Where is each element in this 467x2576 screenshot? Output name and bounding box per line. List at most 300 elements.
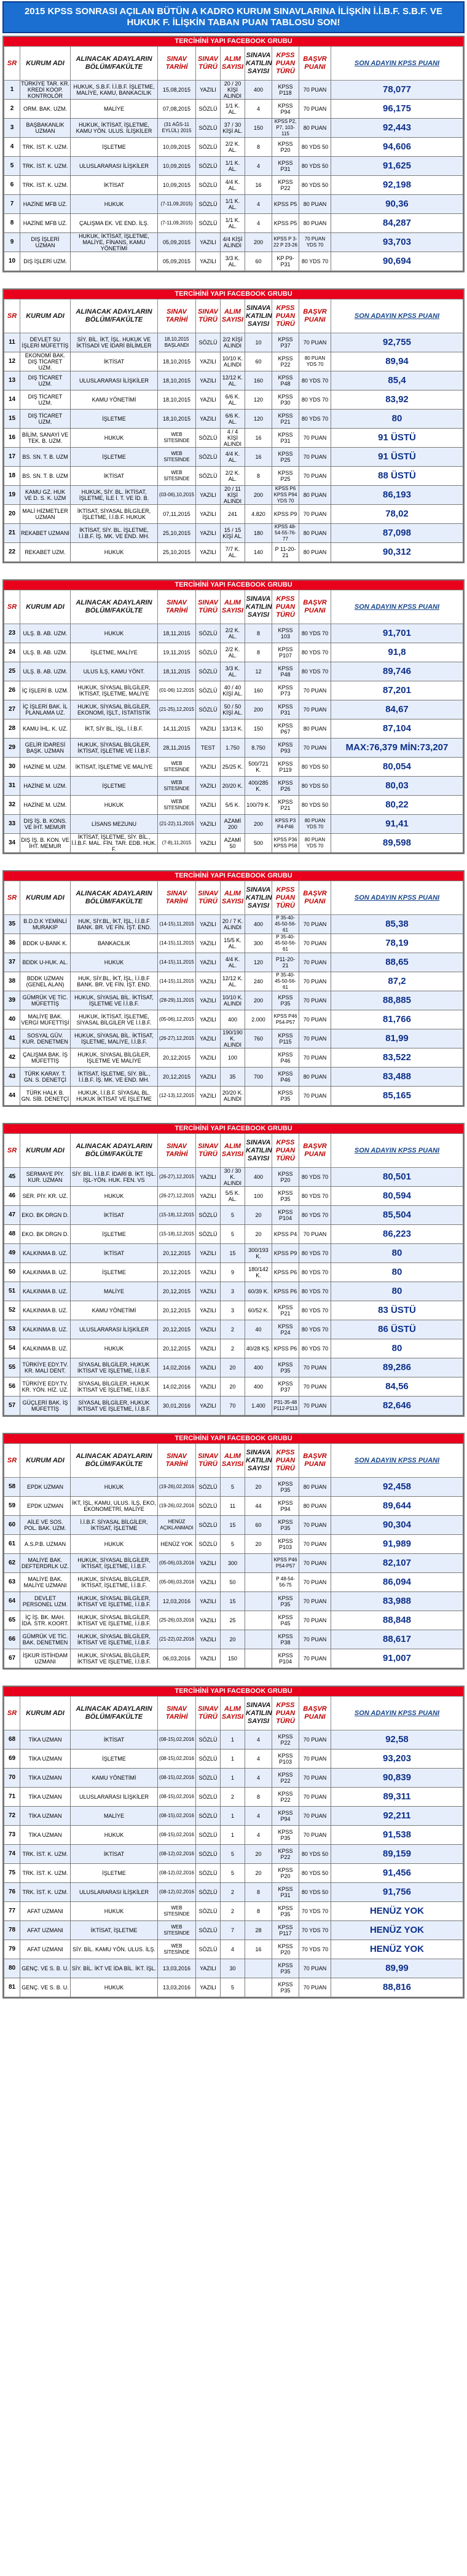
- cell-department: İŞLETME: [71, 138, 158, 157]
- cell-kpss-type: KPSS P20: [272, 1864, 299, 1883]
- header-institution: KURUM ADI: [20, 1697, 71, 1730]
- cell-applicants: 200: [245, 700, 272, 719]
- cell-department: HUKUK: [71, 195, 158, 214]
- cell-applicants: 160: [245, 371, 272, 390]
- cell-department: İŞLETME: [71, 1263, 158, 1282]
- cell-min-score: 70 PUAN: [299, 1554, 331, 1573]
- cell-sr: 10: [4, 252, 20, 271]
- cell-min-score: 70 PUAN: [299, 1826, 331, 1845]
- table-row: [4, 1883, 463, 1902]
- cell-kpss-type: KPSS P20: [272, 138, 299, 157]
- cell-kpss-type: KPSS P48: [272, 371, 299, 390]
- cell-min-score: 80 YDS 70: [299, 1168, 331, 1187]
- cell-kpss-type: KPSS P9: [272, 505, 299, 524]
- cell-department: BANKACILIK: [71, 934, 158, 953]
- cell-exam-type: YAZILI: [196, 1282, 221, 1301]
- cell-sr: 41: [4, 1029, 20, 1048]
- cell-exam-type: SÖZLÜ: [196, 1769, 221, 1788]
- cell-hire-count: 50 / 50 KİŞİ AL.: [221, 700, 245, 719]
- cell-last-score: 91 ÜSTÜ: [331, 448, 463, 467]
- cell-exam-date: (08-15),02,2016: [158, 1826, 196, 1845]
- header-department: ALINACAK ADAYLARIN BÖLÜM/FAKÜLTE: [71, 1444, 158, 1478]
- cell-sr: 51: [4, 1282, 20, 1301]
- table-row: [4, 119, 463, 138]
- cell-kpss-type: KPSS P35: [272, 1187, 299, 1206]
- cell-institution: MALİYE BAK. MALİYE UZMANI: [20, 1573, 71, 1592]
- cell-last-score: 94,606: [331, 138, 463, 157]
- table-row: [4, 252, 463, 271]
- cell-sr: 40: [4, 1010, 20, 1029]
- cell-last-score: 89,598: [331, 834, 463, 853]
- table-row: [4, 1397, 463, 1416]
- cell-exam-type: SÖZLÜ: [196, 1845, 221, 1864]
- cell-exam-type: YAZILI: [196, 1010, 221, 1029]
- cell-institution: GENÇ. VE S. B. U.: [20, 1978, 71, 1997]
- cell-min-score: 80 YDS 50: [299, 157, 331, 176]
- cell-kpss-type: KPSS P4: [272, 1225, 299, 1244]
- cell-kpss-type: KPSS P46: [272, 1068, 299, 1087]
- cell-last-score: 88,848: [331, 1611, 463, 1630]
- cell-min-score: 80 YDS 70: [299, 1282, 331, 1301]
- cell-last-score: 82,107: [331, 1554, 463, 1573]
- cell-department: ULUSLARARASI İLİŞKİLER: [71, 1320, 158, 1339]
- cell-applicants: [245, 1592, 272, 1611]
- cell-exam-type: YAZILI: [196, 972, 221, 991]
- table-row: [4, 815, 463, 834]
- cell-exam-date: (12-13),12,2015: [158, 1087, 196, 1106]
- cell-min-score: 80 YDS 70: [299, 1206, 331, 1225]
- cell-exam-date: 25,10,2015: [158, 524, 196, 543]
- cell-kpss-type: KPSS P35: [272, 1592, 299, 1611]
- cell-applicants: 500: [245, 834, 272, 853]
- cell-department: HUKUK, S.B.F. İ.İ.B.F. İŞLETME, MALİYE, KAMU, BANKACILIK: [71, 81, 158, 100]
- cell-hire-count: AZAMİ 200: [221, 815, 245, 834]
- cell-exam-date: 05,09,2015: [158, 233, 196, 252]
- score-table: [4, 46, 463, 271]
- cell-exam-date: 20,12,2015: [158, 1244, 196, 1263]
- cell-applicants: 8: [245, 1902, 272, 1921]
- cell-department: İKTİSAT: [71, 1845, 158, 1864]
- cell-last-score: 91,41: [331, 815, 463, 834]
- cell-min-score: 80 YDS 50: [299, 1864, 331, 1883]
- cell-applicants: 4: [245, 1730, 272, 1750]
- cell-exam-date: (14-15),11,2015: [158, 915, 196, 934]
- cell-kpss-type: KPSS P94: [272, 100, 299, 119]
- cell-sr: 55: [4, 1358, 20, 1377]
- cell-applicants: 200: [245, 991, 272, 1010]
- cell-last-score: 85,165: [331, 1087, 463, 1106]
- header-min-score: BAŞVR PUANI: [299, 299, 331, 333]
- cell-sr: 28: [4, 719, 20, 739]
- cell-department: ULUSLARARASI İLİŞKİLER: [71, 1788, 158, 1807]
- page: [2, 1, 465, 1999]
- cell-hire-count: 20 / 7 K. ALINDI: [221, 915, 245, 934]
- cell-applicants: 200: [245, 486, 272, 505]
- cell-institution: İÇ İŞ. BK. MAH. İDA. STR. KOORT.: [20, 1611, 71, 1630]
- cell-institution: MALİ HİZMETLER UZMAN: [20, 505, 71, 524]
- cell-min-score: 80 YDS 70: [299, 662, 331, 681]
- cell-min-score: 70 PUAN: [299, 1959, 331, 1978]
- cell-applicants: 4: [245, 100, 272, 119]
- cell-sr: 32: [4, 796, 20, 815]
- cell-exam-date: (14-15),11,2015: [158, 972, 196, 991]
- cell-exam-date: (19-26),02,2016: [158, 1497, 196, 1516]
- cell-applicants: 400: [245, 1168, 272, 1187]
- cell-institution: TÜRKİYE EDY.TV. KR. YÖN. HİZ. UZ.: [20, 1377, 71, 1397]
- cell-kpss-type: KPSS P31: [272, 1883, 299, 1902]
- cell-last-score: 90,312: [331, 543, 463, 562]
- cell-sr: 58: [4, 1478, 20, 1497]
- cell-exam-type: YAZILI: [196, 252, 221, 271]
- cell-sr: 47: [4, 1206, 20, 1225]
- table-row: [4, 1535, 463, 1554]
- table-row: [4, 777, 463, 796]
- cell-sr: 70: [4, 1769, 20, 1788]
- cell-applicants: [245, 1573, 272, 1592]
- table-row: [4, 100, 463, 119]
- header-hire-count: ALIM SAYISI: [221, 1444, 245, 1478]
- cell-kpss-type: KPSS P20: [272, 1940, 299, 1959]
- cell-exam-date: 20,12,2015: [158, 1339, 196, 1358]
- cell-sr: 72: [4, 1807, 20, 1826]
- table-row: [4, 448, 463, 467]
- cell-exam-type: SÖZLÜ: [196, 467, 221, 486]
- cell-kpss-type: KPSS P25: [272, 467, 299, 486]
- cell-exam-date: (7-11,09,2015): [158, 214, 196, 233]
- cell-exam-type: SÖZLÜ: [196, 624, 221, 643]
- cell-exam-type: SÖZLÜ: [196, 1864, 221, 1883]
- cell-sr: 63: [4, 1573, 20, 1592]
- cell-hire-count: 5: [221, 1864, 245, 1883]
- cell-applicants: 400: [245, 915, 272, 934]
- cell-kpss-type: KPSS P20: [272, 1168, 299, 1187]
- cell-institution: KALKINMA B. UZ.: [20, 1301, 71, 1320]
- header-last-score: SON ADAYIN KPSS PUANI: [331, 1697, 463, 1730]
- cell-min-score: 70 PUAN: [299, 1611, 331, 1630]
- cell-department: İKTİSAT, İŞLETME: [71, 1921, 158, 1940]
- cell-exam-date: (05-06),03,2016: [158, 1554, 196, 1573]
- cell-min-score: 70 PUAN: [299, 1750, 331, 1769]
- cell-institution: EPDK UZMAN: [20, 1478, 71, 1497]
- cell-kpss-type: KPSS P5: [272, 195, 299, 214]
- cell-hire-count: 20: [221, 1377, 245, 1397]
- cell-exam-type: SÖZLÜ: [196, 1750, 221, 1769]
- cell-department: MALİYE: [71, 1807, 158, 1826]
- cell-last-score: 80: [331, 1282, 463, 1301]
- cell-last-score: 82,646: [331, 1397, 463, 1416]
- cell-sr: 54: [4, 1339, 20, 1358]
- cell-kpss-type: KPSS P35: [272, 1087, 299, 1106]
- cell-department: HUKUK, SİYASAL BİLGİLER, İKTİSAT VE İŞLETME, İ.İ.B.F.: [71, 1649, 158, 1668]
- cell-hire-count: 190/190 K. ALINDI: [221, 1029, 245, 1048]
- table-row: [4, 176, 463, 195]
- score-table-section: [2, 579, 465, 854]
- cell-hire-count: 70: [221, 1397, 245, 1416]
- cell-sr: 74: [4, 1845, 20, 1864]
- cell-department: SİY. BİL. KAMU YÖN. ULUS. İLŞ.: [71, 1940, 158, 1959]
- table-row: [4, 1769, 463, 1788]
- header-exam-date: SINAV TARİHİ: [158, 1697, 196, 1730]
- cell-institution: HAZİNE M. UZM.: [20, 758, 71, 777]
- table-row: [4, 1516, 463, 1535]
- cell-department: HUKUK: [71, 543, 158, 562]
- cell-applicants: 100: [245, 1187, 272, 1206]
- cell-min-score: 70 PUAN: [299, 1397, 331, 1416]
- cell-min-score: 70 PUAN: [299, 934, 331, 953]
- cell-exam-type: SÖZLÜ: [196, 662, 221, 681]
- cell-department: İKTİSAT, SİYASAL BİLGİLER, İŞLETME, İ.İ.B.F. HUKUK: [71, 505, 158, 524]
- cell-sr: 38: [4, 972, 20, 991]
- cell-kpss-type: KPSS P24: [272, 1320, 299, 1339]
- cell-applicants: 20: [245, 1864, 272, 1883]
- cell-last-score: 92,58: [331, 1730, 463, 1750]
- cell-last-score: 85,504: [331, 1206, 463, 1225]
- cell-min-score: 70 PUAN: [299, 1649, 331, 1668]
- table-row: [4, 681, 463, 700]
- cell-hire-count: 5: [221, 1845, 245, 1864]
- table-row: [4, 1902, 463, 1921]
- cell-exam-type: YAZILI: [196, 815, 221, 834]
- table-row: [4, 486, 463, 505]
- cell-institution: EPDK UZMAN: [20, 1497, 71, 1516]
- cell-kpss-type: KPSS P35: [272, 1959, 299, 1978]
- cell-exam-type: SÖZLÜ: [196, 157, 221, 176]
- cell-exam-date: 20,12,2015: [158, 1068, 196, 1087]
- cell-last-score: 80,054: [331, 758, 463, 777]
- cell-institution: TRK. İST. K. UZM.: [20, 1883, 71, 1902]
- cell-exam-type: SÖZLÜ: [196, 429, 221, 448]
- cell-exam-type: YAZILI: [196, 915, 221, 934]
- cell-hire-count: 4/4 K. AL.: [221, 953, 245, 972]
- cell-min-score: 70 PUAN: [299, 700, 331, 719]
- table-row: [4, 505, 463, 524]
- cell-department: KAMU YÖNETİMİ: [71, 1301, 158, 1320]
- cell-hire-count: 1: [221, 1769, 245, 1788]
- cell-min-score: 80 YDS 70: [299, 371, 331, 390]
- cell-hire-count: 10/10 K. ALINDI: [221, 991, 245, 1010]
- score-table-section: [2, 870, 465, 1107]
- cell-sr: 35: [4, 915, 20, 934]
- cell-institution: TİKA UZMAN: [20, 1788, 71, 1807]
- cell-exam-date: (08-15),02,2016: [158, 1807, 196, 1826]
- header-min-score: BAŞVR PUANI: [299, 1134, 331, 1168]
- cell-applicants: 300/193 K.: [245, 1244, 272, 1263]
- cell-min-score: 70 PUAN: [299, 1377, 331, 1397]
- header-min-score: BAŞVR PUANI: [299, 1697, 331, 1730]
- cell-sr: 44: [4, 1087, 20, 1106]
- cell-sr: 26: [4, 681, 20, 700]
- cell-exam-date: WEB SİTESİNDE: [158, 758, 196, 777]
- cell-exam-type: SÖZLÜ: [196, 195, 221, 214]
- cell-hire-count: 15/5 K. AL.: [221, 934, 245, 953]
- cell-last-score: 89,644: [331, 1497, 463, 1516]
- cell-min-score: 80 YDS 50: [299, 758, 331, 777]
- cell-hire-count: 300: [221, 1554, 245, 1573]
- cell-sr: 9: [4, 233, 20, 252]
- cell-last-score: 89,311: [331, 1788, 463, 1807]
- header-hire-count: ALIM SAYISI: [221, 1697, 245, 1730]
- cell-exam-date: (08-12),02,2016: [158, 1883, 196, 1902]
- header-institution: KURUM ADI: [20, 299, 71, 333]
- cell-sr: 11: [4, 333, 20, 352]
- cell-sr: 14: [4, 390, 20, 410]
- cell-exam-date: 30,01,2016: [158, 1397, 196, 1416]
- cell-kpss-type: KPSS P46: [272, 1048, 299, 1068]
- cell-min-score: 70 PUAN: [299, 1630, 331, 1649]
- score-table: [4, 590, 463, 853]
- cell-hire-count: 30 / 30 K. ALINDI: [221, 1168, 245, 1187]
- cell-sr: 67: [4, 1649, 20, 1668]
- cell-hire-count: 9: [221, 1263, 245, 1282]
- table-header-row: [4, 881, 463, 915]
- cell-sr: 24: [4, 643, 20, 662]
- cell-exam-type: YAZILI: [196, 1377, 221, 1397]
- cell-kpss-type: KPSS P35: [272, 1978, 299, 1997]
- cell-institution: DIŞ TİCARET UZM.: [20, 410, 71, 429]
- table-row: [4, 390, 463, 410]
- table-row: [4, 1921, 463, 1940]
- cell-sr: 75: [4, 1864, 20, 1883]
- cell-last-score: 91,8: [331, 643, 463, 662]
- cell-exam-type: YAZILI: [196, 1959, 221, 1978]
- table-row: [4, 195, 463, 214]
- table-header-row: [4, 1697, 463, 1730]
- cell-department: İŞLETME: [71, 1750, 158, 1769]
- cell-department: LİSANS MEZUNU: [71, 815, 158, 834]
- cell-kpss-type: KPSS P35: [272, 1516, 299, 1535]
- cell-last-score: 80: [331, 1263, 463, 1282]
- cell-exam-date: 20,12,2015: [158, 1048, 196, 1068]
- cell-last-score: 87,104: [331, 719, 463, 739]
- table-row: [4, 1282, 463, 1301]
- cell-last-score: 83,488: [331, 1068, 463, 1087]
- cell-last-score: 86,193: [331, 486, 463, 505]
- table-row: [4, 1244, 463, 1263]
- cell-min-score: 80 PUAN YDS 70: [299, 815, 331, 834]
- cell-institution: BAŞBAKANLIK UZMAN: [20, 119, 71, 138]
- table-row: [4, 1206, 463, 1225]
- page-title: 2015 KPSS SONRASI AÇILAN BÜTÜN A KADRO KURUM SINAVLARINA İLİŞKİN İ.İ.B.F. S.B.F. VE HUKUK F. İLİŞKİN TABAN PUAN TABLOSU SON!: [2, 1, 465, 33]
- cell-institution: TÜRKİYE TAR. KR. KREDİ KOOP. KONTROLÖR: [21, 81, 69, 99]
- cell-last-score: 89,159: [331, 1845, 463, 1864]
- cell-hire-count: 7/7 K. AL.: [221, 543, 245, 562]
- cell-hire-count: 20/20 K. ALINDI: [221, 1087, 245, 1106]
- cell-institution: KALKINMA B. UZ.: [20, 1263, 71, 1282]
- cell-last-score: 84,67: [331, 700, 463, 719]
- cell-exam-type: SÖZLÜ: [196, 1730, 221, 1750]
- cell-last-score: 80,501: [331, 1168, 463, 1187]
- cell-hire-count: 2: [221, 1902, 245, 1921]
- cell-hire-count: 1: [221, 1750, 245, 1769]
- cell-kpss-type: KPSS P25: [272, 448, 299, 467]
- cell-exam-date: 25,10,2015: [158, 543, 196, 562]
- cell-last-score: 86 ÜSTÜ: [331, 1320, 463, 1339]
- header-sr: SR: [4, 590, 20, 624]
- cell-hire-count: 4: [221, 1940, 245, 1959]
- cell-institution: İÇ İŞLERİ B. UZM.: [20, 681, 71, 700]
- cell-department: HUKUK, SİYASAL BİLGİLER, İKTİSAT, İŞLETME VE İ.İ.B.F.: [71, 739, 158, 758]
- header-sr: SR: [4, 47, 20, 81]
- cell-hire-count: 1: [221, 1730, 245, 1750]
- cell-institution: TİKA UZMAN: [20, 1730, 71, 1750]
- header-min-score: BAŞVR PUANI: [299, 1444, 331, 1478]
- cell-institution: AFAT UZMANI: [20, 1902, 71, 1921]
- table-row: [4, 643, 463, 662]
- table-row: [4, 796, 463, 815]
- cell-hire-count: 12/12 K. AL.: [221, 972, 245, 991]
- cell-department: HUKUK: [71, 624, 158, 643]
- cell-hire-count: 15: [221, 1244, 245, 1263]
- cell-institution: TRK. İST. K. UZM.: [20, 1864, 71, 1883]
- cell-exam-date: 18,11,2015: [158, 624, 196, 643]
- cell-sr: 69: [4, 1750, 20, 1769]
- cell-exam-type: SÖZLÜ: [196, 1497, 221, 1516]
- cell-hire-count: AZAMİ 50: [221, 834, 245, 853]
- table-row: [4, 1168, 463, 1187]
- cell-applicants: 300: [245, 934, 272, 953]
- cell-department: İKTİSAT, İŞLETME VE MALİYE: [71, 758, 158, 777]
- cell-institution: REKABET UZMANI: [20, 524, 71, 543]
- table-row: [4, 1497, 463, 1516]
- cell-exam-type: SÖZLÜ: [196, 1902, 221, 1921]
- table-row: [4, 214, 463, 233]
- cell-exam-date: 18,10,2015 BAŞLANDI: [158, 333, 196, 352]
- table-header-row: [4, 299, 463, 333]
- header-hire-count: ALIM SAYISI: [221, 881, 245, 915]
- header-kpss-type: KPSS PUAN TÜRÜ: [272, 47, 299, 81]
- cell-exam-date: 07,11,2015: [158, 505, 196, 524]
- cell-applicants: 100/79 K.: [245, 796, 272, 815]
- cell-hire-count: 5: [221, 1206, 245, 1225]
- cell-applicants: 60: [245, 252, 272, 271]
- cell-hire-count: 4 / 4 KİŞİ ALINDI: [221, 429, 245, 448]
- header-sr: SR: [4, 1697, 20, 1730]
- cell-exam-type: SÖZLÜ: [196, 176, 221, 195]
- cell-exam-type: YAZILI: [196, 1649, 221, 1668]
- table-row: [4, 1864, 463, 1883]
- cell-last-score: HENÜZ YOK: [331, 1940, 463, 1959]
- cell-department: HUKUK, SİYASAL BİLGİLER, EKONOMİ, İŞLT., İSTATİSTİK: [71, 700, 158, 719]
- cell-applicants: 240: [245, 972, 272, 991]
- cell-institution: DIŞ İŞ. B. KONS. VE İHT. MEMUR: [20, 815, 71, 834]
- cell-hire-count: 1/1 K. AL.: [221, 214, 245, 233]
- cell-applicants: 8: [245, 1788, 272, 1807]
- header-exam-type: SINAV TÜRÜ: [196, 47, 221, 81]
- cell-department: SİYASAL BİLGİLER, HUKUK İKTİSAT VE İŞLETME, İ.İ.B.F.: [71, 1358, 158, 1377]
- cell-last-score: 93,203: [331, 1750, 463, 1769]
- cell-exam-date: (08-15),02,2016: [158, 1769, 196, 1788]
- cell-exam-type: SÖZLÜ: [196, 1535, 221, 1554]
- cell-applicants: 200: [245, 815, 272, 834]
- cell-department: MALİYE: [71, 100, 158, 119]
- cell-hire-count: 1: [221, 1826, 245, 1845]
- cell-exam-type: YAZILI: [196, 524, 221, 543]
- cell-exam-type: YAZILI: [196, 543, 221, 562]
- cell-min-score: 80 PUAN: [299, 119, 331, 138]
- cell-last-score: 91,989: [331, 1535, 463, 1554]
- cell-min-score: 80 YDS 50: [299, 1883, 331, 1902]
- cell-exam-date: WEB SİTESİNDE: [158, 1940, 196, 1959]
- cell-kpss-type: KPSS P22: [272, 1788, 299, 1807]
- cell-department: ULUSLARARASI İLİŞKİLER: [71, 157, 158, 176]
- header-kpss-type: KPSS PUAN TÜRÜ: [272, 1444, 299, 1478]
- table-row: [4, 662, 463, 681]
- cell-kpss-type: KPSS P117: [272, 1921, 299, 1940]
- cell-kpss-type: KPSS P6: [272, 1263, 299, 1282]
- cell-last-score: 91 ÜSTÜ: [331, 429, 463, 448]
- cell-min-score: 80 YDS 70: [299, 390, 331, 410]
- score-table-section: [2, 36, 465, 272]
